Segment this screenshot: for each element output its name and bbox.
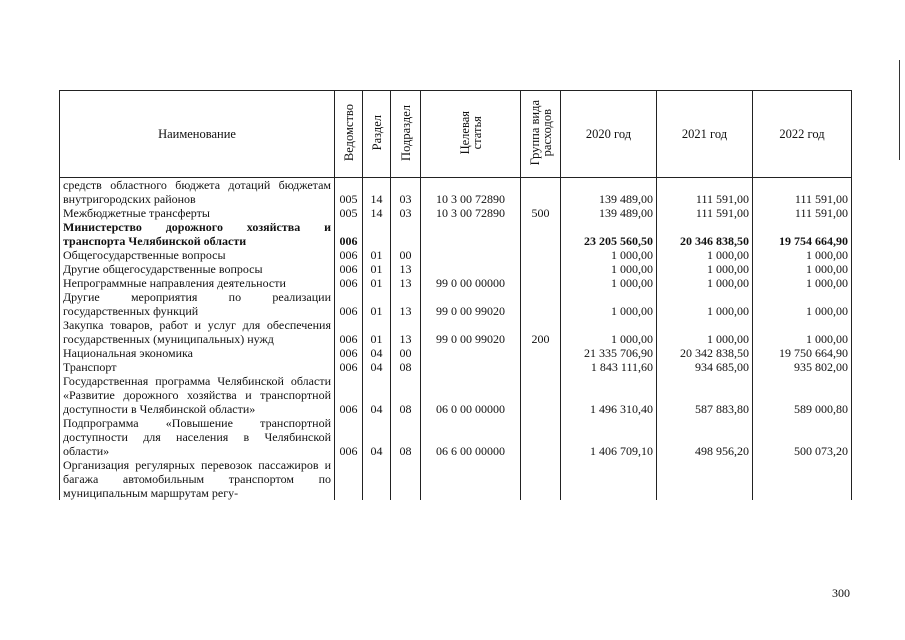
cell-y2020: 21 335 706,90 — [561, 346, 657, 360]
cell-y2020: 139 489,00 — [561, 178, 657, 207]
cell-podr: 03 — [391, 206, 421, 220]
cell-ved: 006 — [335, 248, 363, 262]
cell-y2021: 934 685,00 — [657, 360, 753, 374]
cell-name: Общегосударственные вопросы — [60, 248, 335, 262]
cell-y2020: 1 000,00 — [561, 276, 657, 290]
cell-y2021: 1 000,00 — [657, 276, 753, 290]
cell-y2022: 589 000,80 — [753, 374, 852, 416]
cell-vr — [521, 458, 561, 500]
cell-podr — [391, 458, 421, 500]
cell-vr — [521, 360, 561, 374]
cell-vr: 200 — [521, 318, 561, 346]
cell-y2021: 20 346 838,50 — [657, 220, 753, 248]
cell-razd — [363, 220, 391, 248]
cell-y2020: 1 000,00 — [561, 262, 657, 276]
table-header-row — [60, 91, 852, 178]
cell-y2022: 111 591,00 — [753, 178, 852, 207]
cell-y2021: 1 000,00 — [657, 248, 753, 262]
cell-name: Подпрограмма «Повышение транспортной доступности для населения в Челябинской области» — [60, 416, 335, 458]
cell-vr — [521, 178, 561, 207]
table-row — [60, 178, 852, 207]
table-row — [60, 346, 852, 360]
cell-y2021: 20 342 838,50 — [657, 346, 753, 360]
header-2022: 2022 год — [753, 91, 852, 178]
cell-ved: 006 — [335, 346, 363, 360]
table-row — [60, 206, 852, 220]
cell-name: Закупка товаров, работ и услуг для обеспечения государственных (муниципальных) нужд — [60, 318, 335, 346]
cell-y2020: 1 000,00 — [561, 318, 657, 346]
cell-y2021: 111 591,00 — [657, 178, 753, 207]
header-name: Наименование — [60, 91, 335, 178]
cell-razd: 01 — [363, 276, 391, 290]
cell-vr — [521, 416, 561, 458]
cell-cs: 10 3 00 72890 — [421, 178, 521, 207]
cell-name: Национальная экономика — [60, 346, 335, 360]
cell-y2020: 1 496 310,40 — [561, 374, 657, 416]
cell-podr: 00 — [391, 346, 421, 360]
table-row — [60, 262, 852, 276]
cell-cs — [421, 458, 521, 500]
cell-ved: 005 — [335, 178, 363, 207]
cell-ved: 006 — [335, 374, 363, 416]
cell-razd: 14 — [363, 178, 391, 207]
table-row — [60, 220, 852, 248]
cell-vr — [521, 290, 561, 318]
table-row — [60, 416, 852, 458]
cell-y2020: 23 205 560,50 — [561, 220, 657, 248]
cell-ved: 006 — [335, 360, 363, 374]
cell-y2022: 1 000,00 — [753, 318, 852, 346]
cell-cs: 99 0 00 00000 — [421, 276, 521, 290]
table-row — [60, 374, 852, 416]
header-podrazdel: Подраздел — [391, 91, 421, 178]
cell-cs — [421, 262, 521, 276]
cell-y2022: 1 000,00 — [753, 290, 852, 318]
cell-y2021: 1 000,00 — [657, 290, 753, 318]
cell-y2021: 587 883,80 — [657, 374, 753, 416]
cell-ved — [335, 458, 363, 500]
header-razdel: Раздел — [363, 91, 391, 178]
table-row — [60, 276, 852, 290]
cell-y2020: 139 489,00 — [561, 206, 657, 220]
cell-razd — [363, 458, 391, 500]
cell-ved: 006 — [335, 276, 363, 290]
cell-y2020: 1 843 111,60 — [561, 360, 657, 374]
cell-name: Другие общегосударственные вопросы — [60, 262, 335, 276]
cell-ved: 006 — [335, 318, 363, 346]
cell-name: Транспорт — [60, 360, 335, 374]
cell-name: Организация регулярных перевозок пассажиров и багажа автомобильным транспортом по муниципальным маршрутам регу- — [60, 458, 335, 500]
cell-cs — [421, 346, 521, 360]
cell-cs: 99 0 00 99020 — [421, 318, 521, 346]
cell-podr: 08 — [391, 374, 421, 416]
cell-vr — [521, 346, 561, 360]
cell-y2020: 1 000,00 — [561, 290, 657, 318]
margin-rule — [899, 60, 900, 160]
cell-y2022: 111 591,00 — [753, 206, 852, 220]
cell-vr — [521, 248, 561, 262]
cell-podr: 13 — [391, 276, 421, 290]
cell-y2021: 1 000,00 — [657, 318, 753, 346]
cell-y2022: 1 000,00 — [753, 262, 852, 276]
cell-name: средств областного бюджета дотаций бюджетам внутригородских районов — [60, 178, 335, 207]
table-row — [60, 458, 852, 500]
cell-y2022: 935 802,00 — [753, 360, 852, 374]
table-row — [60, 318, 852, 346]
cell-cs: 10 3 00 72890 — [421, 206, 521, 220]
header-celevaya-statya: Целевая статья — [421, 91, 521, 178]
cell-razd: 04 — [363, 416, 391, 458]
cell-y2021: 111 591,00 — [657, 206, 753, 220]
cell-podr: 03 — [391, 178, 421, 207]
cell-cs: 99 0 00 99020 — [421, 290, 521, 318]
cell-cs: 06 0 00 00000 — [421, 374, 521, 416]
cell-razd: 04 — [363, 374, 391, 416]
header-gruppa-vida-rashodov: Группа вида расходов — [521, 91, 561, 178]
cell-name: Межбюджетные трансферты — [60, 206, 335, 220]
cell-y2021: 1 000,00 — [657, 262, 753, 276]
cell-y2021 — [657, 458, 753, 500]
cell-y2022: 1 000,00 — [753, 276, 852, 290]
cell-podr: 08 — [391, 416, 421, 458]
cell-vr — [521, 262, 561, 276]
cell-y2020 — [561, 458, 657, 500]
cell-cs — [421, 220, 521, 248]
cell-podr: 08 — [391, 360, 421, 374]
table-row — [60, 360, 852, 374]
cell-cs — [421, 360, 521, 374]
cell-name: Государственная программа Челябинской области «Развитие дорожного хозяйства и транспортной доступности в Челябинской области» — [60, 374, 335, 416]
header-vedomstvo: Ведомство — [335, 91, 363, 178]
cell-podr — [391, 220, 421, 248]
cell-ved: 006 — [335, 290, 363, 318]
cell-cs — [421, 248, 521, 262]
cell-y2022: 500 073,20 — [753, 416, 852, 458]
cell-razd: 01 — [363, 248, 391, 262]
page-number: 300 — [832, 586, 850, 600]
header-2021: 2021 год — [657, 91, 753, 178]
cell-podr: 00 — [391, 248, 421, 262]
cell-y2022: 19 754 664,90 — [753, 220, 852, 248]
cell-ved: 006 — [335, 220, 363, 248]
cell-razd: 04 — [363, 360, 391, 374]
cell-name: Министерство дорожного хозяйства и транспорта Челябинской области — [60, 220, 335, 248]
cell-y2020: 1 406 709,10 — [561, 416, 657, 458]
cell-razd: 01 — [363, 262, 391, 276]
cell-razd: 04 — [363, 346, 391, 360]
table-row — [60, 248, 852, 262]
cell-y2022 — [753, 458, 852, 500]
cell-y2022: 1 000,00 — [753, 248, 852, 262]
cell-podr: 13 — [391, 262, 421, 276]
cell-name: Непрограммные направления деятельности — [60, 276, 335, 290]
budget-table — [59, 90, 852, 500]
cell-name: Другие мероприятия по реализации государственных функций — [60, 290, 335, 318]
cell-podr: 13 — [391, 318, 421, 346]
cell-vr — [521, 276, 561, 290]
cell-y2022: 19 750 664,90 — [753, 346, 852, 360]
cell-vr — [521, 220, 561, 248]
cell-razd: 01 — [363, 290, 391, 318]
cell-y2020: 1 000,00 — [561, 248, 657, 262]
table-row — [60, 290, 852, 318]
cell-cs: 06 6 00 00000 — [421, 416, 521, 458]
cell-ved: 006 — [335, 262, 363, 276]
header-2020: 2020 год — [561, 91, 657, 178]
cell-podr: 13 — [391, 290, 421, 318]
cell-ved: 005 — [335, 206, 363, 220]
cell-vr — [521, 374, 561, 416]
cell-ved: 006 — [335, 416, 363, 458]
cell-y2021: 498 956,20 — [657, 416, 753, 458]
cell-razd: 01 — [363, 318, 391, 346]
cell-vr: 500 — [521, 206, 561, 220]
cell-razd: 14 — [363, 206, 391, 220]
